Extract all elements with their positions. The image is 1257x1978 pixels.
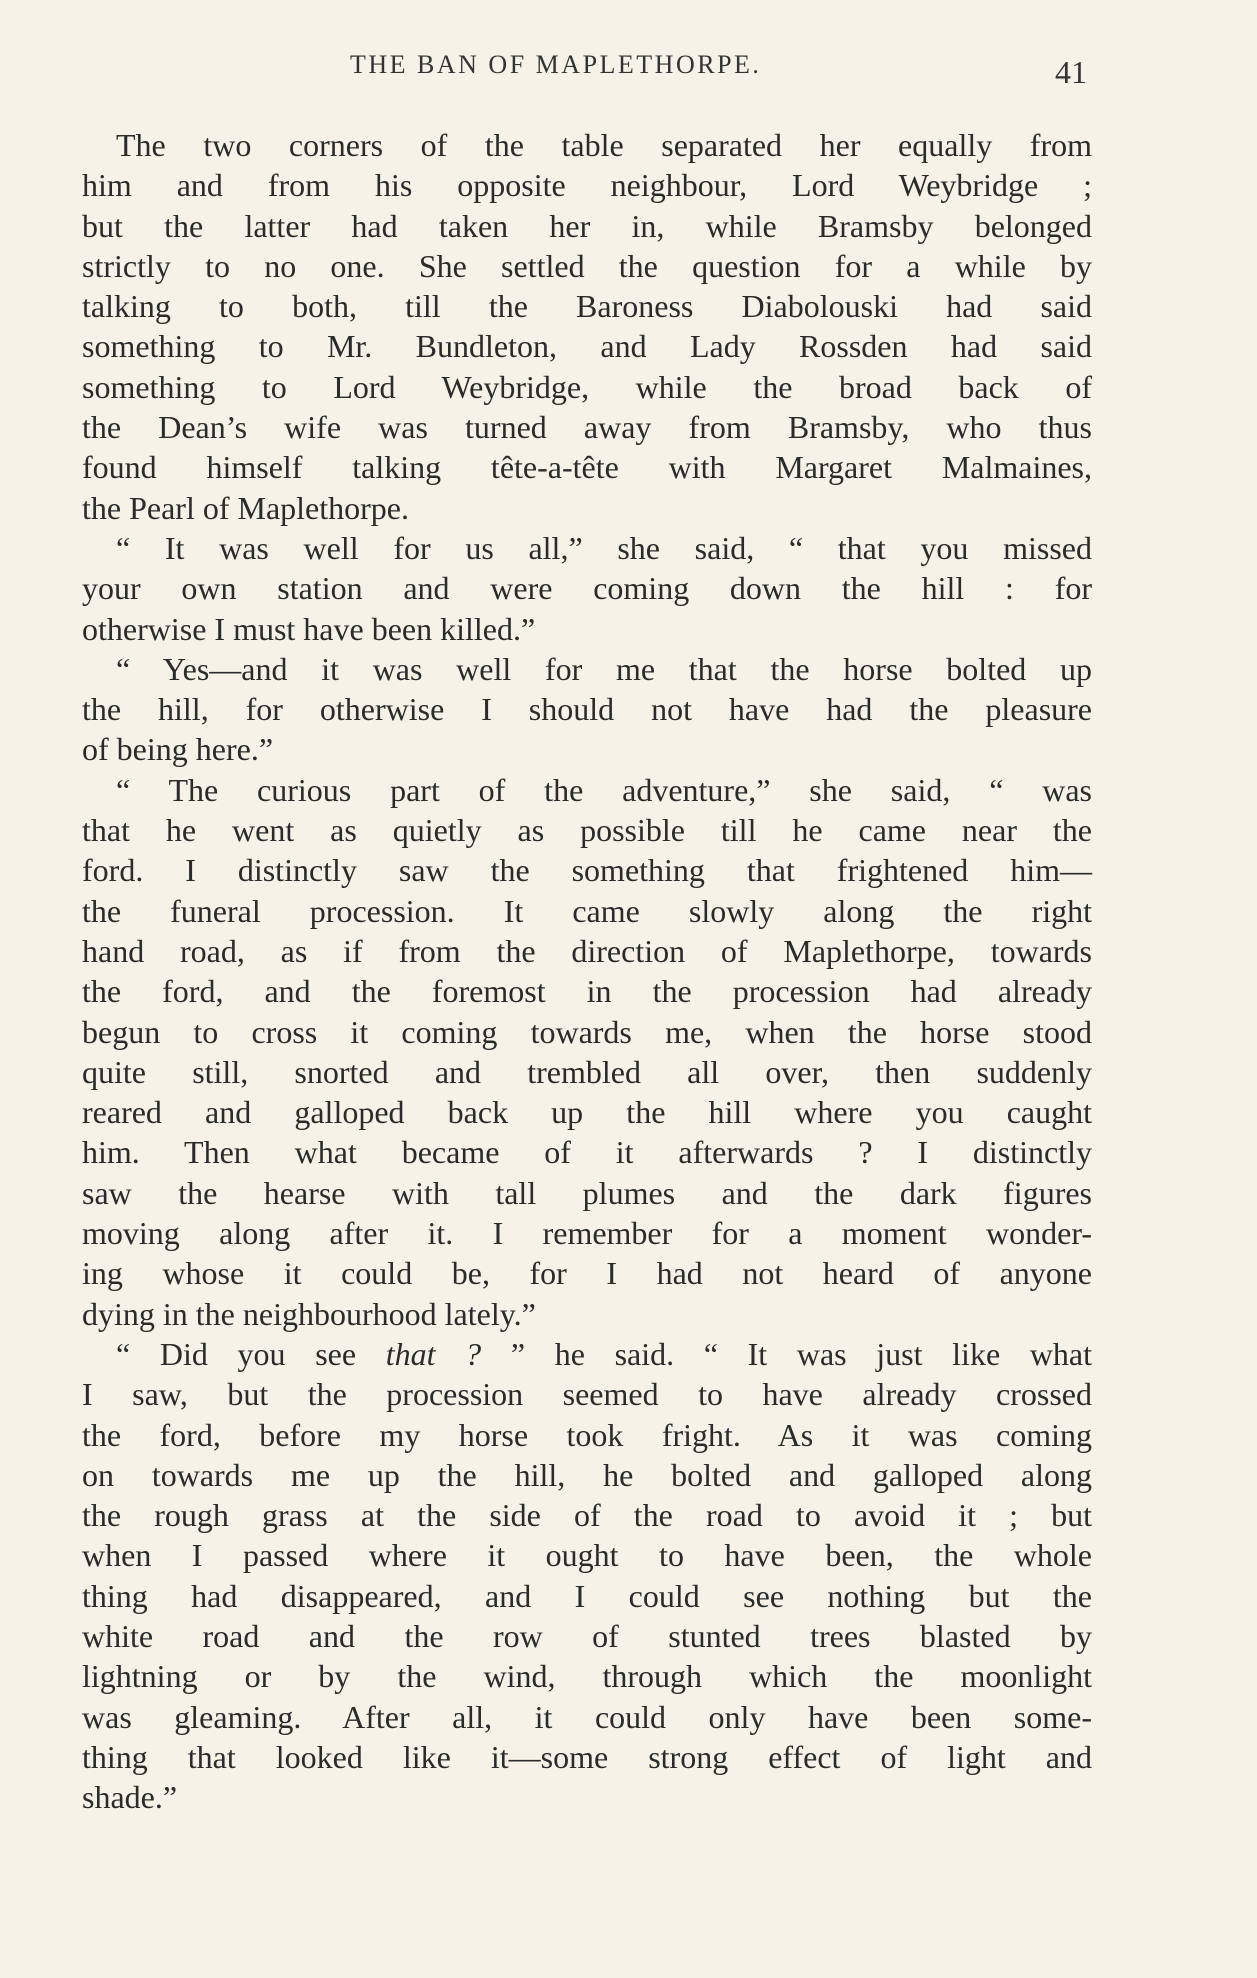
text-line: ing whose it could be, for I had not heard of anyone (82, 1255, 1092, 1292)
text-span: ” he said. “ It was just like what (481, 1335, 1093, 1372)
text-line: the Pearl of Maplethorpe. (82, 489, 409, 526)
text-line: the ford, before my horse took fright. As it was coming (82, 1416, 1092, 1453)
text-line: moving along after it. I remember for a moment wonder- (82, 1215, 1092, 1252)
text-line: the ford, and the foremost in the procession had already (82, 973, 1092, 1010)
text-line: talking to both, till the Baroness Diabolouski had said (82, 288, 1092, 325)
text-line: the funeral procession. It came slowly along the right (82, 892, 1092, 929)
text-line: white road and the row of stunted trees blasted by (82, 1617, 1092, 1654)
text-line: saw the hearse with tall plumes and the dark figures (82, 1174, 1092, 1211)
text-line: dying in the neighbourhood lately.” (82, 1295, 536, 1332)
body-text (82, 125, 1092, 1817)
text-line: but the latter had taken her in, while Bramsby belonged (82, 207, 1092, 244)
text-line: him and from his opposite neighbour, Lord Weybridge ; (82, 167, 1092, 204)
text-line: strictly to no one. She settled the question for a while by (82, 247, 1092, 284)
text-line: shade.” (82, 1779, 178, 1816)
text-line: the rough grass at the side of the road to avoid it ; but (82, 1497, 1092, 1534)
running-title: THE BAN OF MAPLETHORPE. (350, 50, 762, 79)
text-line: something to Lord Weybridge, while the broad back of (82, 368, 1092, 405)
text-line: hand road, as if from the direction of Maplethorpe, towards (82, 932, 1092, 969)
text-line: lightning or by the wind, through which the moonlight (82, 1658, 1092, 1695)
running-head (0, 50, 1257, 90)
italic-emphasis: that ? (385, 1335, 482, 1372)
page-number: 41 (1055, 54, 1087, 90)
text-line: “ It was well for us all,” she said, “ that you missed (116, 529, 1092, 566)
text-line: reared and galloped back up the hill where you caught (82, 1094, 1092, 1131)
text-line: quite still, snorted and trembled all over, then suddenly (82, 1053, 1092, 1090)
text-line: the hill, for otherwise I should not have had the pleasure (82, 691, 1092, 728)
text-line: on towards me up the hill, he bolted and galloped along (82, 1456, 1092, 1493)
text-line: “ Yes—and it was well for me that the horse bolted up (116, 650, 1092, 687)
text-line (82, 1334, 1092, 1374)
text-line: him. Then what became of it afterwards ? I distinctly (82, 1134, 1092, 1171)
text-line: that he went as quietly as possible till he came near the (82, 812, 1092, 849)
text-line: thing had disappeared, and I could see nothing but the (82, 1577, 1092, 1614)
text-line: “ The curious part of the adventure,” she said, “ was (116, 771, 1092, 808)
text-line: ford. I distinctly saw the something that frightened him— (82, 852, 1092, 889)
text-line: otherwise I must have been killed.” (82, 610, 536, 647)
text-line: of being here.” (82, 731, 274, 768)
text-line: your own station and were coming down the hill : for (82, 570, 1092, 607)
text-line: found himself talking tête-a-tête with Margaret Malmaines, (82, 449, 1092, 486)
text-line: The two corners of the table separated her equally from (116, 127, 1092, 163)
text-line: begun to cross it coming towards me, when the horse stood (82, 1013, 1092, 1050)
text-line: when I passed where it ought to have been, the whole (82, 1537, 1092, 1574)
text-line: the Dean’s wife was turned away from Bramsby, who thus (82, 409, 1092, 446)
text-line: thing that looked like it—some strong effect of light and (82, 1738, 1092, 1775)
text-span: “ Did you see (116, 1335, 386, 1372)
text-line: I saw, but the procession seemed to have already crossed (82, 1376, 1092, 1413)
text-line: something to Mr. Bundleton, and Lady Rossden had said (82, 328, 1092, 365)
text-line: was gleaming. After all, it could only have been some- (82, 1698, 1092, 1735)
